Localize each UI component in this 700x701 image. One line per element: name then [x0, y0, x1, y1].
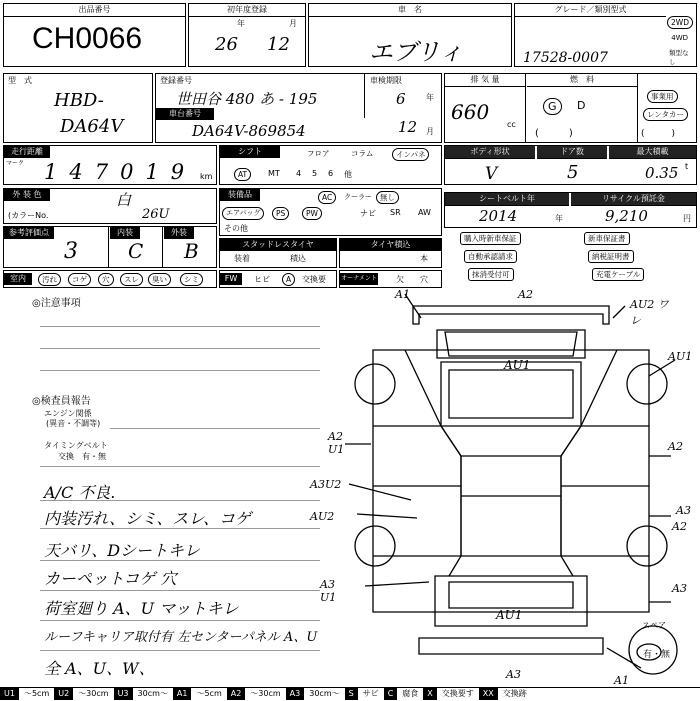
mileage-box	[3, 145, 217, 185]
legend-value: ～5cm	[196, 689, 222, 698]
equip-ps: PS	[272, 207, 289, 220]
shift-box	[219, 145, 442, 185]
shift-5: 5	[312, 169, 318, 178]
interior-stain: シミ	[180, 273, 203, 286]
legend-value: 交換跡	[502, 689, 527, 698]
grade-label: グレード／類別型式	[515, 4, 666, 17]
lot-number-label: 出品番号	[4, 4, 185, 17]
score-box	[3, 226, 217, 268]
shift-other: 他	[344, 170, 352, 179]
doc-auto-approval: 自動承認請求	[464, 250, 517, 263]
exterior-label: 外装	[164, 227, 194, 239]
diagram-label: AU1	[504, 358, 531, 372]
spare-value: 有・無	[643, 650, 671, 660]
score-value: 3	[64, 239, 78, 264]
tire-label: タイヤ積込	[340, 239, 441, 251]
diagram-label: A2	[668, 440, 683, 453]
engine-sub: (異音・不調等)	[46, 419, 101, 428]
first-registration-box	[188, 3, 306, 67]
report-line: A/C 不良.	[44, 483, 116, 502]
tire-box	[339, 238, 442, 268]
equip-cooler: クーラー	[344, 193, 372, 201]
car-name-box	[308, 3, 512, 67]
shift-floor: フロア	[307, 149, 330, 158]
studless-mounted: 装着	[234, 254, 250, 263]
legend-key: U2	[54, 688, 73, 700]
equip-pw: PW	[302, 207, 322, 220]
legend-value: ～30cm	[250, 689, 281, 698]
legend-value: 交換要す	[441, 689, 474, 698]
interior-burn: コゲ	[68, 273, 91, 286]
interior-hole: 穴	[98, 273, 114, 286]
first-registration-month: 12	[267, 34, 290, 55]
doc-charge-cable: 充電ケーブル	[592, 268, 644, 281]
equip-other: その他	[224, 224, 248, 233]
inspection-month-unit: 月	[426, 127, 434, 136]
displacement-unit: cc	[507, 120, 516, 129]
diagram-label: A1	[395, 288, 410, 301]
exterior-value: B	[184, 239, 199, 263]
displacement-box	[444, 73, 697, 143]
lot-number-box	[3, 3, 186, 67]
report-line: 天バリ、Dシートキレ	[44, 541, 200, 560]
legend-key: U3	[114, 688, 133, 700]
year-unit: 年	[237, 19, 245, 28]
model-line2: DA64V	[60, 116, 124, 137]
diagram-label: A3	[676, 504, 691, 517]
interior-scuff: スレ	[120, 273, 143, 286]
equip-sr: SR	[390, 208, 401, 217]
recycle-unit: 円	[683, 214, 691, 223]
diagram-label: A2	[518, 288, 533, 301]
fuel-diesel: D	[577, 99, 586, 112]
fw-label: FW	[220, 273, 242, 285]
recycle-label: リサイクル預託金	[571, 193, 696, 206]
legend-key: A2	[227, 688, 246, 700]
color-box	[3, 188, 217, 224]
usage-business: 事業用	[647, 90, 678, 103]
report-line: 全 A、U、W、	[44, 659, 155, 678]
diagram-label: A3U2	[310, 478, 342, 491]
inspector-title: ◎検査員報告	[32, 396, 91, 407]
chassis-value: DA64V-869854	[192, 122, 306, 140]
legend-key: U1	[0, 688, 19, 700]
interior-odor: 臭い	[148, 273, 171, 286]
tire-unit: 本	[420, 254, 428, 263]
inspection-year-unit: 年	[426, 93, 434, 102]
chassis-label: 車台番号	[156, 108, 214, 120]
model-line1: HBD-	[54, 90, 104, 111]
diagram-label: AU1	[668, 350, 693, 363]
seatbelt-label: シートベルト年	[445, 193, 569, 206]
legend-value: 30cm～	[309, 689, 340, 698]
interior-value: C	[128, 239, 144, 263]
displacement-label: 排 気 量	[445, 74, 525, 87]
shift-4: 4	[296, 169, 302, 178]
interior-label: 内装	[110, 227, 140, 239]
engine-label: エンジン関係	[44, 409, 92, 418]
grade-option-4wd: 4WD	[671, 34, 688, 42]
fw-crack: ヒビ	[254, 275, 270, 284]
spare-label: スペア	[642, 621, 666, 630]
car-name-label: 車 名	[309, 4, 511, 17]
shift-inpane: インパネ	[392, 148, 429, 161]
report-line: ルーフキャリア取付有 左センターパネル A、U	[44, 630, 318, 645]
grade-option-none: 類型なし	[669, 49, 689, 66]
equip-airbag: エアバッグ	[222, 207, 264, 220]
fuel-other-paren: ( )	[535, 128, 573, 139]
legend-key: C	[384, 688, 398, 700]
registration-box	[155, 73, 442, 143]
color-code-label: (カラーNo.	[8, 211, 49, 220]
legend-key: XX	[479, 688, 498, 700]
legend-value: サビ	[362, 689, 379, 698]
mileage-mark: マーク	[6, 160, 25, 167]
recycle-value: 9,210	[605, 207, 648, 225]
damage-legend	[0, 687, 700, 701]
report-line: 荷室廻り A、U マットキレ	[44, 599, 239, 618]
studless-loaded: 積込	[290, 254, 306, 263]
diagram-label: A2	[672, 520, 687, 533]
seatbelt-value: 2014	[479, 207, 518, 225]
legend-value: ～5cm	[23, 689, 50, 698]
registration-label: 登録番号	[160, 76, 192, 85]
score-label: 参考評価点	[4, 227, 54, 239]
ornament-label: オーナメント	[340, 273, 378, 285]
studless-box	[219, 238, 337, 268]
inspection-year: 6	[396, 90, 406, 108]
timing-sub: 交換 有・無	[58, 452, 106, 461]
color-label: 外 装 色	[4, 189, 50, 201]
displacement-value: 660	[451, 100, 490, 124]
model-box	[3, 73, 153, 143]
equip-aw: AW	[418, 208, 431, 217]
color-value: 白	[116, 191, 132, 209]
body-type-value: V	[485, 164, 498, 184]
equip-ac: AC	[318, 191, 336, 204]
doors-label: ドア数	[537, 146, 607, 159]
first-registration-year: 26	[215, 34, 238, 55]
diagram-label: A2 U1	[328, 430, 345, 456]
equip-navi: ナビ	[360, 209, 376, 218]
max-load-value: 0.35	[645, 164, 679, 182]
legend-value: 腐食	[402, 689, 419, 698]
diagram-label: AU2 ワレ	[630, 298, 669, 327]
legend-key: A3	[286, 688, 305, 700]
shift-column: コラム	[351, 149, 374, 158]
legend-value: 30cm～	[137, 689, 168, 698]
inspection-label: 車検期限	[370, 76, 402, 85]
shift-at: AT	[234, 168, 251, 181]
interior-row-label: 室内	[4, 273, 32, 285]
diagram-label: AU2	[310, 510, 335, 523]
fuel-gasoline: G	[543, 98, 562, 115]
car-name-value: エブリィ	[369, 38, 464, 66]
doc-tax-cert: 納税証明書	[588, 250, 634, 263]
mileage-label: 走行距離	[4, 146, 50, 158]
diagram-label: A3 U1	[320, 578, 337, 604]
diagram-label: A3	[672, 582, 687, 595]
max-load-unit: t	[685, 162, 689, 171]
docs-box	[444, 228, 697, 282]
equipment-box	[219, 188, 442, 236]
diagram-label: A3	[506, 668, 521, 681]
registration-value: 世田谷 480 あ - 195	[176, 90, 318, 108]
body-box	[444, 145, 697, 185]
fw-a: A	[282, 273, 295, 286]
studless-label: スタッドレスタイヤ	[220, 239, 336, 251]
shift-6: 6	[328, 169, 334, 178]
body-type-label: ボディ形状	[445, 146, 535, 159]
doors-value: 5	[567, 162, 579, 183]
doc-deregistration: 抹消受付可	[468, 268, 514, 281]
seatbelt-unit: 年	[555, 214, 563, 223]
color-code: 26U	[142, 207, 170, 222]
seatbelt-box	[444, 192, 697, 228]
shift-mt: MT	[268, 169, 280, 178]
notes-title: ◎注意事項	[32, 298, 81, 309]
fuel-label: 燃 料	[527, 74, 637, 87]
doc-purchase-warranty: 購入時新車保証	[460, 232, 521, 245]
first-registration-label: 初年度登録	[189, 4, 305, 17]
report-line: 内装汚れ、シミ、スレ、コゲ	[44, 509, 252, 528]
diagram-label: AU1	[496, 608, 523, 622]
inspection-month: 12	[398, 118, 418, 136]
legend-value: ～30cm	[78, 689, 109, 698]
timing-label: タイミングベルト	[44, 441, 108, 450]
fw-row	[219, 270, 337, 288]
max-load-label: 最大積載	[609, 146, 696, 159]
interior-damage-row	[3, 270, 217, 288]
diagram-label: A1	[614, 674, 629, 687]
ornament-missing: 欠	[396, 275, 404, 284]
interior-dirt: 汚れ	[38, 273, 61, 286]
mileage-value: 147019	[44, 160, 197, 184]
model-label: 型 式	[8, 76, 32, 85]
legend-key: X	[423, 688, 436, 700]
lot-number-value: CH0066	[32, 22, 143, 55]
equipment-label: 装備品	[220, 189, 260, 201]
legend-key: S	[345, 688, 358, 700]
usage-other-paren: ( )	[641, 129, 676, 139]
usage-rental: レンタカー	[643, 108, 688, 121]
month-unit: 月	[289, 19, 297, 28]
mileage-unit: km	[200, 172, 213, 181]
shift-label: シフト	[220, 146, 280, 158]
doc-warranty-book: 新車保証書	[584, 232, 630, 245]
grade-value: 17528-0007	[523, 50, 608, 66]
report-line: カーペットコゲ 穴	[44, 569, 177, 588]
ornament-hole: 穴	[420, 275, 428, 284]
grade-option-2wd: 2WD	[667, 16, 693, 29]
equip-none: 無し	[376, 191, 399, 204]
grade-box	[514, 3, 697, 67]
legend-key: A1	[173, 688, 192, 700]
fw-replace: 交換要	[302, 275, 326, 284]
